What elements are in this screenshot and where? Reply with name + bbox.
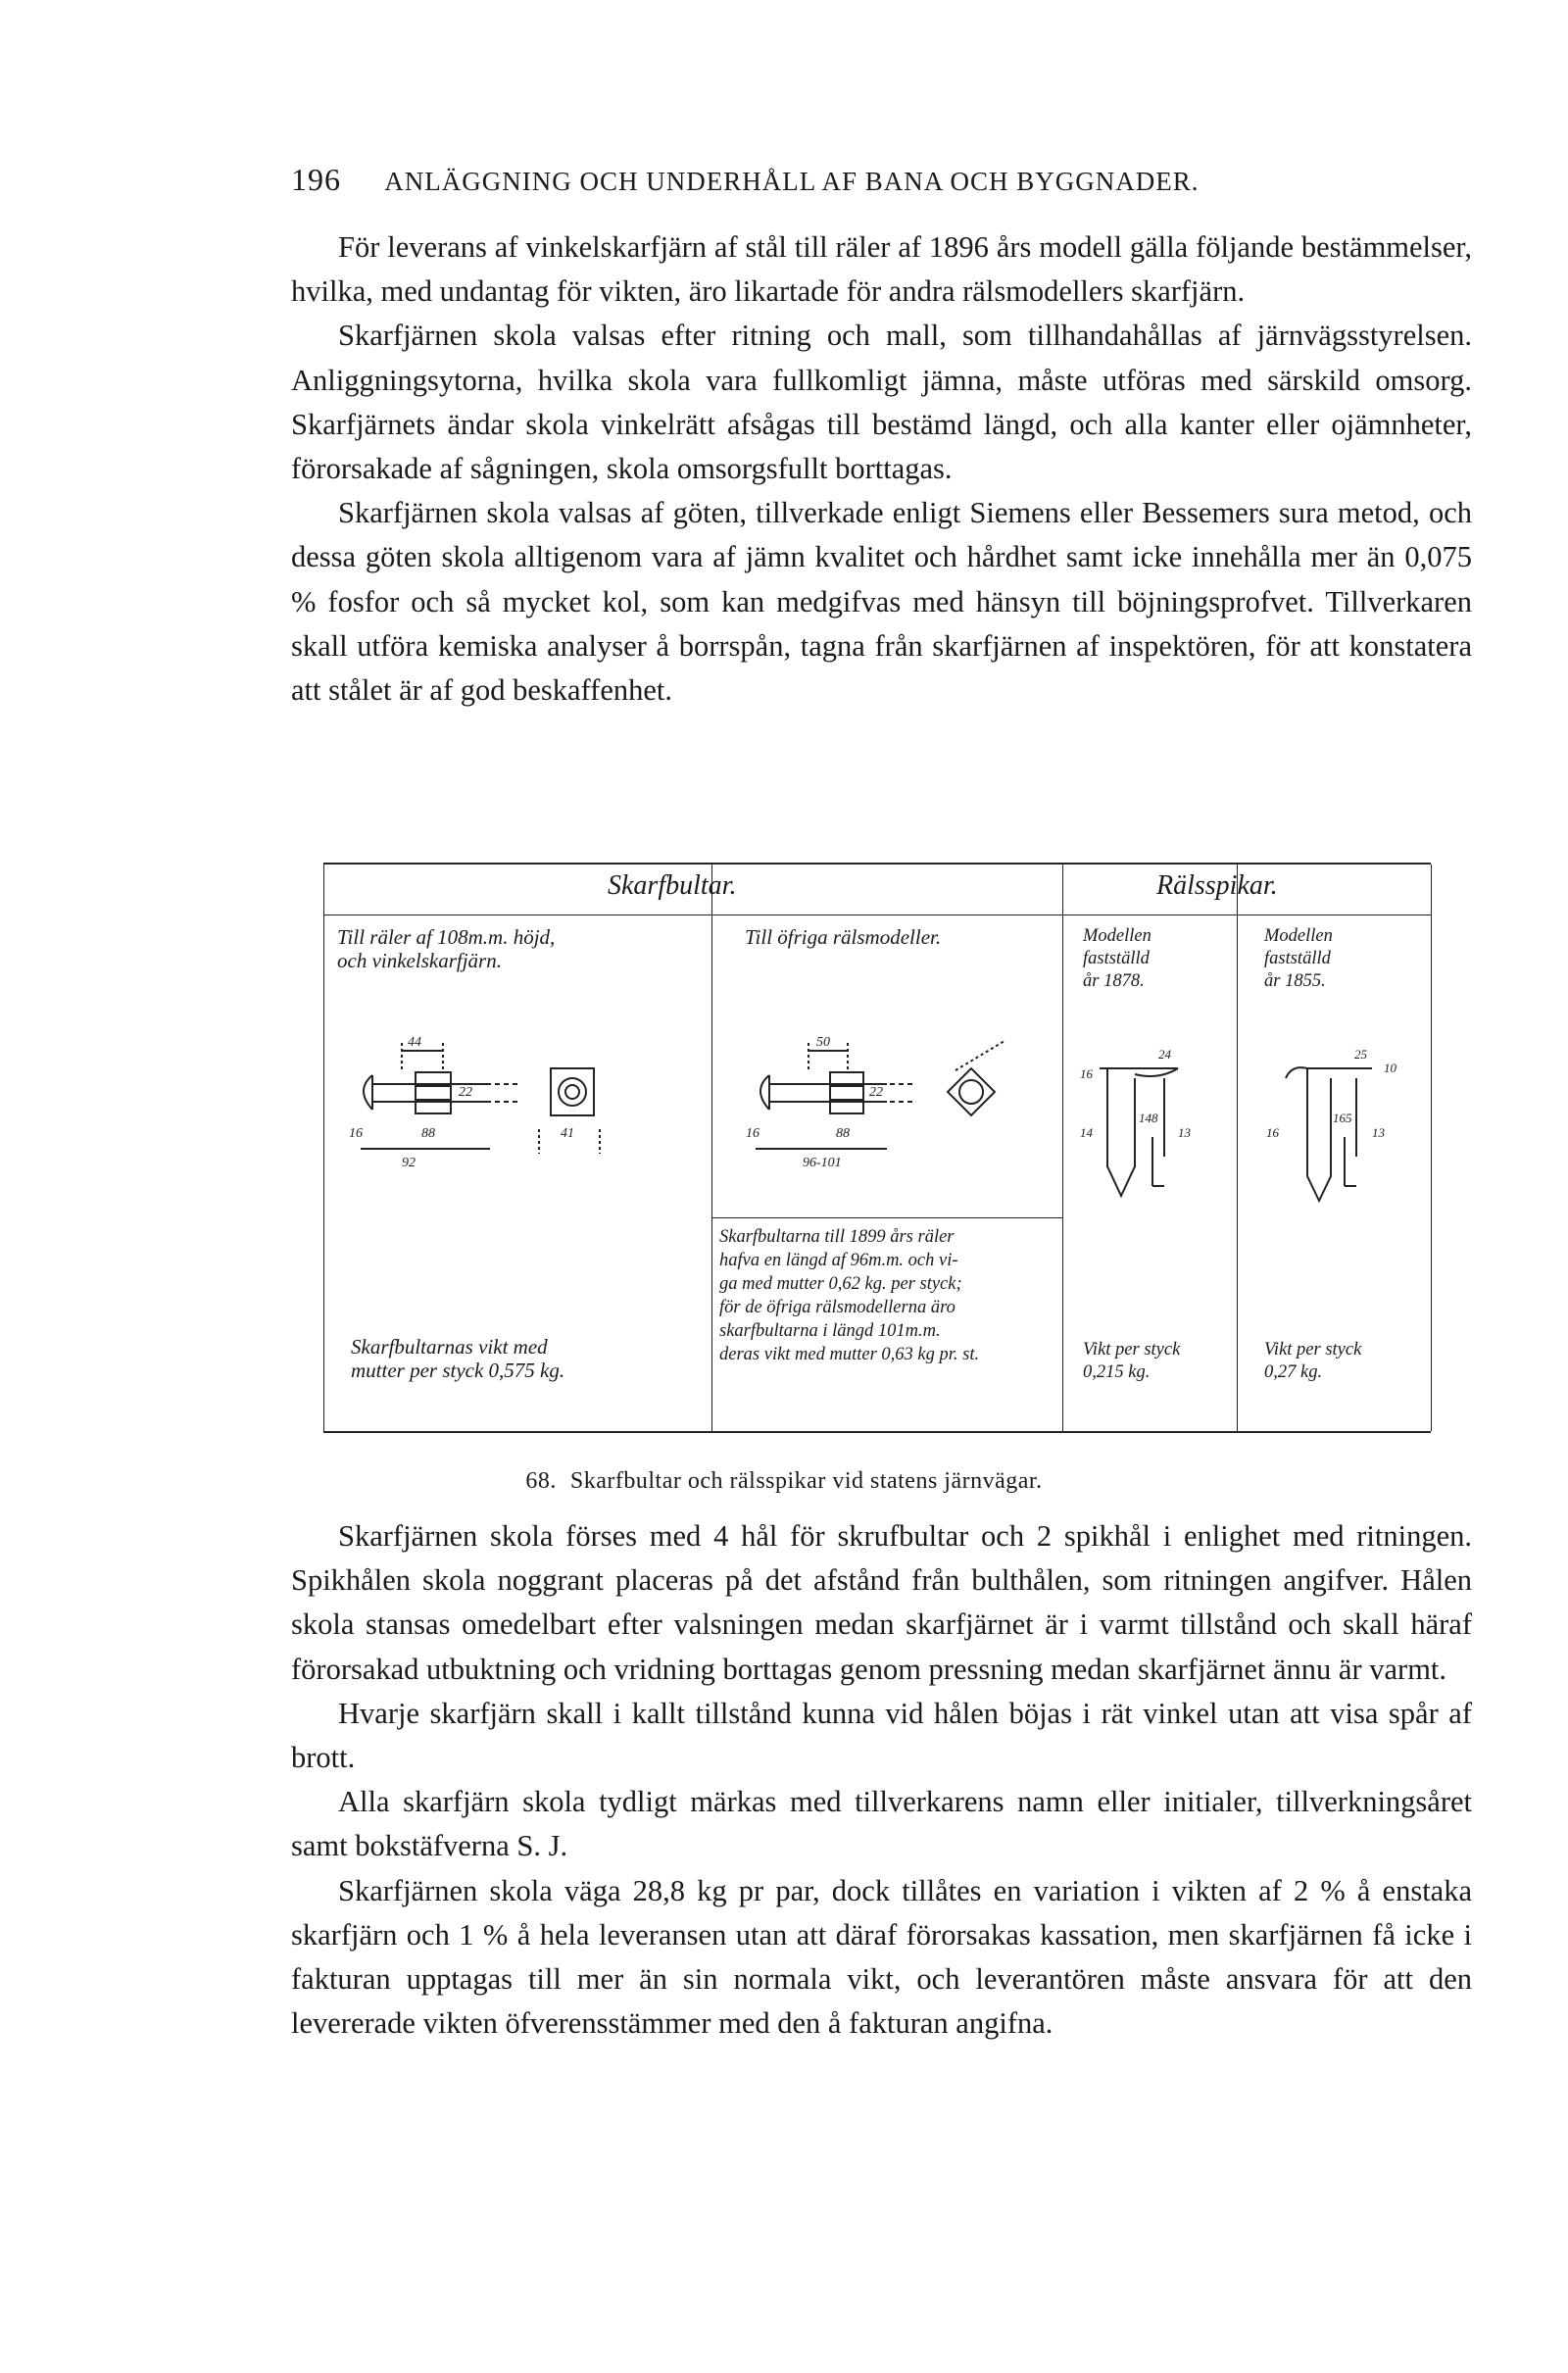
spike-drawing-1878 <box>1070 1039 1232 1235</box>
dim-label: 16 <box>349 1126 363 1141</box>
running-title: ANLÄGGNING OCH UNDERHÅLL AF BANA OCH BYGGNADER. <box>384 167 1200 196</box>
group-heading-spikes: Rälsspikar. <box>1156 870 1278 901</box>
table-border-left <box>323 865 324 1431</box>
note-rule <box>711 1217 1062 1218</box>
dim-label: 44 <box>408 1035 421 1050</box>
col2-heading: Till öfriga rälsmodeller. <box>745 925 942 949</box>
col1-heading: Till räler af 108m.m. höjd, och vinkelskarfjärn. <box>337 925 556 972</box>
dim-label: 148 <box>1139 1111 1158 1125</box>
dim-label: 165 <box>1333 1111 1352 1125</box>
col4-footnote: Vikt per styck 0,27 kg. <box>1264 1340 1362 1382</box>
spike-drawing-1855 <box>1247 1039 1423 1235</box>
paragraph: Alla skarfjärn skola tydligt märkas med tillverkarens namn eller initialer, tillverkningsåret samt bokstäfverna S. J. <box>291 1785 1472 1863</box>
dim-label: 88 <box>836 1126 850 1141</box>
page-number: 196 <box>291 162 341 197</box>
dim-label: 92 <box>402 1156 416 1170</box>
figure-caption <box>0 1468 1568 1495</box>
dim-label: 22 <box>459 1085 472 1100</box>
bolt-drawing-short <box>720 1031 1054 1178</box>
paragraph: Hvarje skarfjärn skall i kallt tillstånd kunna vid hålen böjas i rät vinkel utan att visa spår af brott. <box>291 1696 1472 1775</box>
figure-number: 68. <box>525 1468 557 1494</box>
bolt-drawing-long <box>343 1031 696 1178</box>
figure-table <box>323 863 1431 1433</box>
body-text-top <box>291 225 1472 713</box>
dim-label: 16 <box>746 1126 760 1141</box>
dim-label: 25 <box>1354 1047 1367 1062</box>
dim-label: 22 <box>869 1085 883 1100</box>
dim-label: 41 <box>561 1126 574 1141</box>
body-text-bottom <box>291 1514 1472 2046</box>
paragraph: Skarfjärnen skola förses med 4 hål för skrufbultar och 2 spikhål i enlighet med ritningen. Spikhålen skola noggrant placeras på det afstånd från bulthålen, som ritningen angifver. Hålen skola stansas omedelbart efter valsningen medan skarfjärnet är i varmt tillstånd och skall häraf förorsakad utbuktning och vridning borttagas genom pressning medan skarfjärnet ännu är varmt. <box>291 1519 1472 1686</box>
col3-heading: Modellen fastställd år 1878. <box>1083 926 1152 991</box>
col3-footnote: Vikt per styck 0,215 kg. <box>1083 1340 1181 1382</box>
col2-note: Skarfbultarna till 1899 års räler hafva en längd af 96m.m. och vi- ga med mutter 0,62 kg. per styck; för de öfriga rälsmodellerna äro skarfbultarna i längd 101m.m. deras vikt med mutter 0,63 kg pr. st. <box>719 1227 980 1364</box>
col1-footnote: Skarfbultarnas vikt med mutter per styck 0,575 kg. <box>351 1335 565 1382</box>
dim-label: 24 <box>1158 1047 1171 1062</box>
dim-label: 14 <box>1080 1125 1093 1140</box>
dim-label: 50 <box>816 1035 830 1050</box>
paragraph: Skarfjärnen skola valsas efter ritning och mall, som tillhandahållas af järnvägsstyrelsen. Anliggningsytorna, hvilka skola vara fullkomligt jämna, måste utföras med särskild omsorg. Skarfjärnets ändar skola vinkelrätt afsågas till bestämd längd, och alla kanter eller ojämnheter, förorsakade af sågningen, skola omsorgsfullt borttagas. <box>291 319 1472 486</box>
dim-label: 96-101 <box>803 1156 842 1170</box>
group-heading-bolts: Skarfbultar. <box>608 870 737 901</box>
running-header <box>291 162 1467 198</box>
paragraph: För leverans af vinkelskarfjärn af stål till räler af 1896 års modell gälla följande bestämmelser, hvilka, med undantag för vikten, äro likartade för andra rälsmodellers skarfjärn. <box>291 230 1472 309</box>
paragraph: Skarfjärnen skola väga 28,8 kg pr par, dock tillåtes en variation i vikten af 2 % å enstaka skarfjärn och 1 % å hela leveransen utan att däraf förorsakas kassation, men skarfjärnen få icke i fakturan upptagas till mer än sin normala vikt, och leverantören måste ansvara för att den levererade vikten öfverensstämmer med den å fakturan angifna. <box>291 1873 1472 2041</box>
dim-label: 10 <box>1384 1061 1396 1075</box>
table-border-right <box>1431 865 1432 1431</box>
col4-heading: Modellen fastställd år 1855. <box>1264 926 1333 991</box>
dim-label: 16 <box>1266 1125 1279 1140</box>
dim-label: 88 <box>421 1126 435 1141</box>
dim-label: 13 <box>1372 1125 1385 1140</box>
column-divider <box>1237 865 1238 1431</box>
paragraph: Skarfjärnen skola valsas af göten, tillverkade enligt Siemens eller Bessemers sura metod, och dessa göten skola alltigenom vara af jämn kvalitet och hårdhet samt icke innehålla mer än 0,075 % fosfor och så mycket kol, som kan medgifvas med hänsyn till böjningsprofvet. Tillverkaren skall utföra kemiska analyser å borrspån, tagna från skarfjärnen af inspektören, för att konstatera att stålet är af god beskaffenhet. <box>291 496 1472 708</box>
column-divider <box>711 865 712 1431</box>
caption-text: Skarfbultar och rälsspikar vid statens järnvägar. <box>569 1468 1043 1494</box>
column-divider <box>1062 865 1063 1431</box>
dim-label: 16 <box>1080 1066 1093 1081</box>
dim-label: 13 <box>1178 1125 1191 1140</box>
